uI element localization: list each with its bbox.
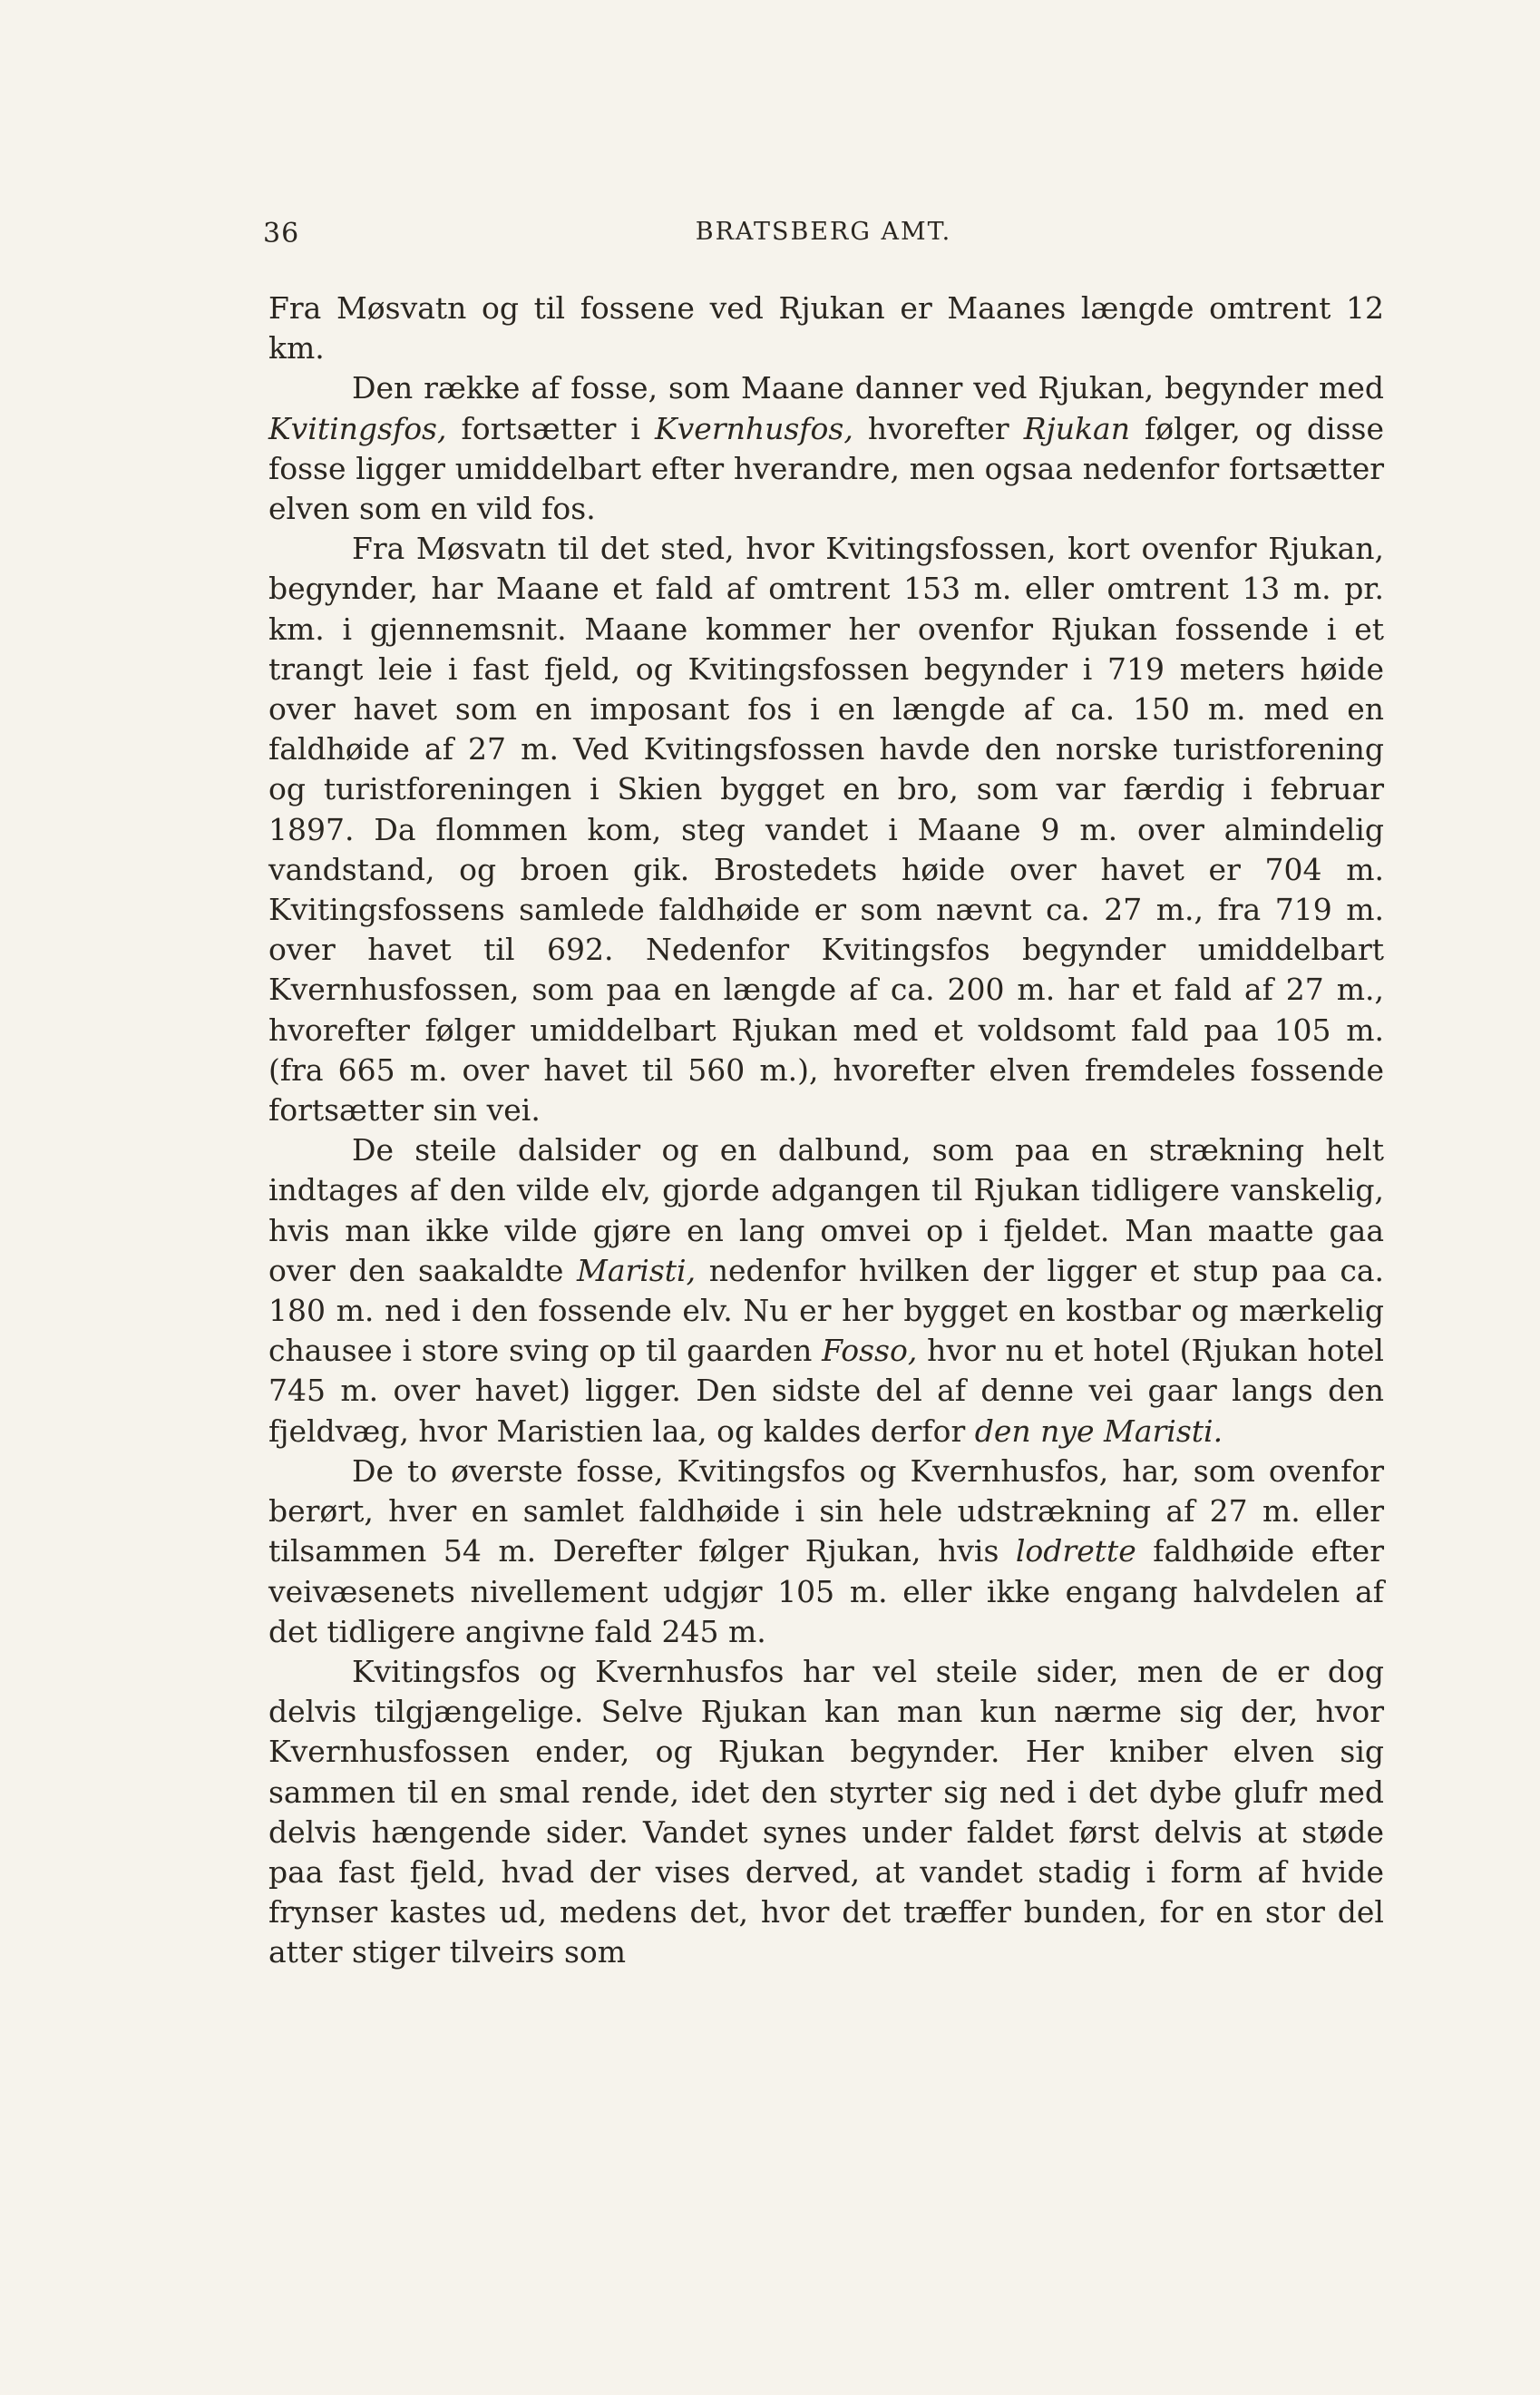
italic-text: lodrette [1015,1533,1136,1569]
paragraph [268,368,1384,529]
italic-text: Kvernhusfos, [655,410,853,446]
text-run: Fra Møsvatn og til fossene ved Rjukan er Maanes længde omtrent 12 km. [268,290,1384,367]
text-run: følger, og disse fosse ligger umiddelbart efter hverandre, men ogsaa nedenfor fortsætter elven som en vild fos. [268,410,1385,527]
italic-text: Kvitingsfos, [268,410,447,446]
text-run: De steile dalsider og en dalbund, som paa en strækning helt indtages af den vilde elv, gjorde adgangen til Rjukan tidligere vanskelig, hvis man ikke vilde gjøre en lang omvei op i fjeldet. Man maatte gaa over den saakaldte [268,1132,1384,1288]
text-run: De to øverste fosse, Kvitingsfos og Kvernhusfos, har, som ovenfor berørt, hver en samlet faldhøide i sin hele udstrækning af 27 m. eller tilsammen 54 m. Derefter følger Rjukan, hvis [268,1452,1384,1569]
paragraph [268,1130,1384,1452]
paragraph [268,1452,1384,1652]
running-title: BRATSBERG AMT. [695,218,952,246]
italic-text: den nye Maristi. [974,1413,1223,1449]
paragraph [268,288,1384,368]
text-run: Fra Møsvatn til det sted, hvor Kvitingsfossen, kort ovenfor Rjukan, begynder, har Maane et fald af omtrent 153 m. eller omtrent 13 m. pr. km. i gjennemsnit. Maane kommer her ovenfor Rjukan fossende i et trangt leie i fast fjeld, og Kvitingsfossen begynder i 719 meters høide over havet som en imposant fos i en længde af ca. 150 m. med en faldhøide af 27 m. Ved Kvitingsfossen havde den norske turistforening og turistforeningen i Skien bygget en bro, som var færdig i februar 1897. Da flommen kom, steg vandet i Maane 9 m. over almindelig vandstand, og broen gik. Brostedets høide over havet er 704 m. Kvitingsfossens samlede faldhøide er som nævnt ca. 27 m., fra 719 m. over havet til 692. Nedenfor Kvitingsfos begynder umiddelbart Kvernhusfossen, som paa en længde af ca. 200 m. har et fald af 27 m., hvorefter følger umiddelbart Rjukan med et voldsomt fald paa 105 m. (fra 665 m. over havet til 560 m.), hvorefter elven fremdeles fossende fortsætter sin vei. [268,531,1384,1129]
paragraph [268,529,1384,1130]
text-run: nedenfor hvilken der ligger et stup paa ca. 180 m. ned i den fossende elv. Nu er her bygget en kostbar og mærkelig chausee i store sving op til gaarden [268,1252,1384,1369]
italic-text: Fosso, [822,1333,918,1369]
text-run: faldhøide efter veivæsenets nivellement udgjør 105 m. eller ikke engang halvdelen af det tidligere angivne fald 245 m. [268,1533,1384,1649]
italic-text: Maristi, [577,1252,697,1288]
text-run: hvor nu et hotel (Rjukan hotel 745 m. over havet) ligger. Den sidste del af denne vei gaar langs den fjeldvæg, hvor Maristien laa, og kaldes derfor [268,1333,1384,1449]
text-run: hvorefter [853,410,1024,446]
text-run: Kvitingsfos og Kvernhusfos har vel steile sider, men de er dog delvis tilgjængelige. Selve Rjukan kan man kun nærme sig der, hvor Kvernhusfossen ender, og Rjukan begynder. Her kniber elven sig sammen til en smal rende, idet den styrter sig ned i det dybe glufr med delvis hængende sider. Vandet synes under faldet først delvis at støde paa fast fjeld, hvad der vises derved, at vandet stadig i form af hvide frynser kastes ud, medens det, hvor det træffer bunden, for en stor del atter stiger tilveirs som [268,1653,1384,1970]
page-number: 36 [263,218,300,249]
text-run: fortsætter i [446,410,655,446]
body-text [268,288,1384,1973]
paragraph [268,1652,1384,1973]
text-run: Den række af fosse, som Maane danner ved Rjukan, begynder med [352,370,1384,406]
italic-text: Rjukan [1023,410,1130,446]
